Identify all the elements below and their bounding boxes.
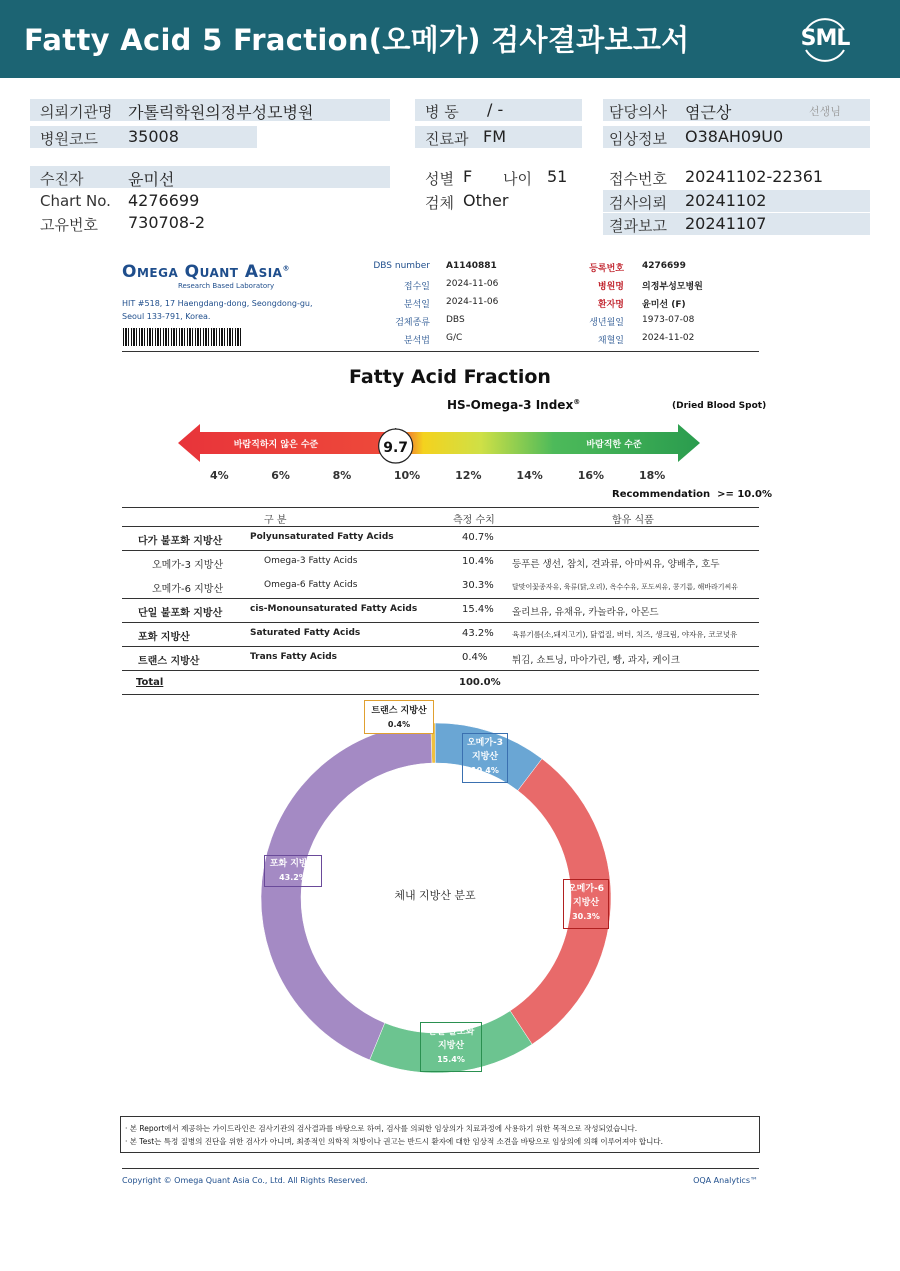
- dbs-label: DBS number: [373, 261, 430, 271]
- mono-label-pct: 15.4%: [437, 1055, 465, 1064]
- omega6-label-l2: 지방산: [572, 898, 600, 908]
- table-row-line: [122, 622, 759, 623]
- oqa-company-name: Omega Quant Asia: [122, 262, 283, 282]
- doctor-label: 담당의사: [609, 103, 667, 121]
- copyright: Copyright © Omega Quant Asia Co., Ltd. All Rights Reserved.: [122, 1176, 368, 1185]
- row-en: Polyunsaturated Fatty Acids: [250, 532, 394, 542]
- table-top-line: [122, 507, 759, 508]
- mono-label: [420, 1025, 482, 1067]
- specimen-value: Other: [463, 191, 509, 210]
- method-value: G/C: [446, 333, 463, 343]
- uid-cell: [30, 212, 390, 234]
- report-label: 결과보고: [609, 217, 667, 235]
- saturated-label-name: 포화 지방산: [269, 859, 317, 869]
- sml-logo: [798, 14, 852, 64]
- hospital-code-label: 병원코드: [40, 130, 98, 148]
- omega6-label: [563, 882, 609, 924]
- row-en: Saturated Fatty Acids: [250, 628, 361, 638]
- clinical-cell: [603, 126, 870, 148]
- chart-cell: [30, 190, 390, 212]
- specimen-label: 검체: [425, 194, 454, 212]
- hs-omega-title-mark: ®: [573, 398, 581, 406]
- method-label: 분석법: [403, 336, 430, 346]
- report-header: [0, 0, 900, 78]
- row-foods: 육류기름(소,돼지고기), 닭껍질, 버터, 치즈, 생크림, 야자유, 코코넛유: [512, 630, 738, 639]
- clinical-label: 임상정보: [609, 130, 667, 148]
- ward-cell: [415, 99, 582, 121]
- oqa-registered-mark: ®: [282, 264, 290, 273]
- omega6-label-pct: 30.3%: [572, 912, 600, 921]
- specimen-type-label: 검체종류: [395, 318, 430, 328]
- collection-label: 채혈일: [597, 336, 624, 346]
- name-value: 윤미선: [128, 170, 175, 189]
- dbs-note: (Dried Blood Spot): [672, 401, 767, 411]
- table-row-line: [122, 670, 759, 671]
- undesirable-label: 바람직하지 않은 수준: [233, 440, 319, 450]
- patient-name-label: 환자명: [597, 300, 624, 310]
- donut-center-label: 체내 지방산 분포: [394, 889, 476, 902]
- request-value: 20241102: [685, 191, 767, 210]
- gauge-tick: 12%: [455, 469, 482, 482]
- dob-value: 1973-07-08: [642, 315, 695, 325]
- gauge-tick: 10%: [393, 469, 421, 482]
- specimen-type-value: DBS: [446, 315, 465, 325]
- clinical-value: O38AH09U0: [685, 127, 784, 146]
- uid-value: 730708-2: [128, 213, 206, 232]
- gauge-tick: 6%: [271, 469, 290, 482]
- section-title: Fatty Acid Fraction: [349, 366, 551, 388]
- mono-label-l1: 단일 불포화: [427, 1027, 475, 1037]
- request-cell: [603, 190, 870, 212]
- recommendation-value: >= 10.0%: [717, 489, 773, 500]
- row-kr: 오메가-3 지방산: [152, 560, 224, 571]
- table-header-line: [122, 526, 759, 527]
- table-bottom-line: [122, 694, 759, 695]
- col-header-foods: 함유 식품: [612, 515, 654, 526]
- row-kr: 트랜스 지방산: [138, 656, 200, 667]
- col-header-measured: 측정 수치: [453, 515, 495, 526]
- reg-no-value: 4276699: [642, 261, 686, 271]
- table-row-line: [122, 598, 759, 599]
- report-cell: [603, 213, 870, 235]
- oqa-address-line1: HIT #518, 17 Haengdang-dong, Seongdong-gu,: [122, 299, 313, 308]
- gauge-tick: 16%: [577, 469, 605, 482]
- disclaimer-line: · 본 Report에서 제공하는 가이드라인은 검사기관의 검사결과를 바탕으로 하여, 검사를 의뢰한 임상의가 치료과정에 사용하기 위한 목적으로 작성되었습니다.: [125, 1124, 638, 1133]
- dept-label: 진료과: [425, 130, 469, 148]
- row-foods: 올리브유, 유채유, 카놀라유, 아몬드: [512, 607, 659, 618]
- dbs-value: A1140881: [446, 261, 497, 271]
- oqa-address-line2: Seoul 133-791, Korea.: [122, 312, 211, 321]
- sex-value: F: [463, 167, 473, 186]
- institution-value: 가톨릭학원의정부성모병원: [128, 103, 314, 122]
- request-label: 검사의뢰: [609, 194, 667, 212]
- collection-value: 2024-11-02: [642, 333, 695, 343]
- chart-value: 4276699: [128, 191, 200, 210]
- receipt-cell: [603, 166, 870, 188]
- row-en: cis-Monounsaturated Fatty Acids: [250, 604, 418, 614]
- row-foods: 달맞이꽃종자유, 육류(닭,오리), 옥수수유, 포도씨유, 콩기름, 해바라기씨유: [512, 583, 739, 591]
- gauge-tick: 18%: [639, 469, 666, 482]
- row-value: 10.4%: [462, 556, 494, 567]
- sex-age-cell: [415, 166, 585, 188]
- report-title: Fatty Acid 5 Fraction(오메가) 검사결과보고서: [24, 23, 690, 57]
- hs-omega-title-text: HS-Omega-3 Index: [447, 398, 574, 412]
- table-row-line: [122, 550, 759, 551]
- gauge-tick: 8%: [332, 469, 352, 482]
- row-value: 100.0%: [459, 677, 501, 688]
- gauge-value: 9.7: [383, 440, 409, 456]
- row-foods: 등푸른 생선, 참치, 견과류, 아마씨유, 양배추, 호두: [512, 559, 720, 570]
- row-value: 40.7%: [462, 532, 494, 543]
- ward-label: 병 동: [425, 103, 459, 121]
- patient-name-value: 윤미선 (F): [642, 300, 686, 310]
- row-en: Omega-3 Fatty Acids: [264, 556, 358, 566]
- institution-cell: [30, 99, 390, 121]
- row-value: 0.4%: [462, 652, 488, 663]
- mono-label-l2: 지방산: [437, 1041, 465, 1051]
- divider: [122, 351, 759, 352]
- row-value: 30.3%: [462, 580, 494, 591]
- doctor-value: 염근상: [685, 103, 732, 122]
- doctor-suffix: 선생님: [809, 105, 841, 118]
- barcode: [123, 328, 243, 346]
- chart-label: Chart No.: [40, 192, 111, 210]
- omega3-index-gauge: [0, 418, 900, 468]
- row-kr: 오메가-6 지방산: [152, 584, 224, 595]
- analysis-date-label: 분석일: [403, 300, 430, 310]
- omega6-label-l1: 오메가-6: [567, 884, 605, 894]
- hospital-code-value: 35008: [128, 127, 179, 146]
- analysis-date-value: 2024-11-06: [446, 297, 499, 307]
- desirable-label: 바람직한 수준: [586, 440, 642, 450]
- gauge-marker: [379, 428, 413, 463]
- disclaimer-box: [120, 1116, 760, 1153]
- uid-label: 고유번호: [40, 216, 98, 234]
- oqa-subtitle: Research Based Laboratory: [178, 282, 275, 290]
- footer-divider: [122, 1168, 759, 1169]
- doctor-cell: [603, 99, 870, 121]
- gauge-tick: 4%: [210, 469, 229, 482]
- omega3-label: [462, 736, 508, 778]
- reg-no-label: 등록번호: [589, 264, 624, 274]
- recommendation: [612, 489, 772, 500]
- hospital-code-cell: [30, 126, 257, 148]
- ward-value: / -: [487, 100, 504, 119]
- recommendation-label: Recommendation: [612, 489, 711, 500]
- report-value: 20241107: [685, 214, 767, 233]
- saturated-label-pct: 43.2%: [279, 873, 307, 882]
- omega3-label-pct: 10.4%: [471, 766, 499, 775]
- gauge-tick: 14%: [516, 469, 543, 482]
- row-foods: 튀김, 쇼트닝, 마아가린, 빵, 과자, 케이크: [512, 655, 680, 666]
- row-kr: 단일 불포화 지방산: [138, 608, 223, 619]
- dept-value: FM: [483, 127, 507, 146]
- receipt-date-value: 2024-11-06: [446, 279, 499, 289]
- oqa-logo: [122, 262, 290, 282]
- omega3-label-l2: 지방산: [471, 752, 499, 762]
- footer-brand: OQA Analytics™: [693, 1176, 758, 1185]
- omega3-label-l1: 오메가-3: [466, 738, 504, 748]
- row-kr: Total: [136, 677, 164, 688]
- receipt-label: 접수번호: [609, 170, 667, 188]
- col-header-category: 구 분: [264, 515, 287, 526]
- disclaimer-line: · 본 Test는 특정 질병의 진단을 위한 검사가 아니며, 최종적인 의학적 처방이나 권고는 반드시 환자에 대한 임상적 소견을 바탕으로 임상의에 의해 이루어져야 합니다.: [125, 1137, 664, 1146]
- sex-label: 성별: [425, 170, 454, 188]
- receipt-date-label: 접수일: [403, 282, 430, 292]
- saturated-label: [264, 857, 322, 885]
- row-kr: 포화 지방산: [138, 632, 190, 643]
- row-value: 15.4%: [462, 604, 494, 615]
- row-en: Trans Fatty Acids: [250, 652, 338, 662]
- trans-label: [364, 704, 434, 732]
- name-cell: [30, 166, 390, 188]
- institution-label: 의뢰기관명: [40, 103, 113, 121]
- age-value: 51: [547, 167, 568, 186]
- hospital-name-label: 병원명: [597, 282, 624, 292]
- row-en: Omega-6 Fatty Acids: [264, 580, 358, 590]
- trans-label-pct: 0.4%: [387, 720, 411, 729]
- hospital-name-value: 의정부성모병원: [642, 282, 703, 292]
- trans-label-name: 트랜스 지방산: [371, 706, 427, 716]
- dob-label: 생년월일: [589, 318, 624, 328]
- row-value: 43.2%: [462, 628, 494, 639]
- hs-omega-title: [447, 398, 580, 412]
- row-kr: 다가 불포화 지방산: [138, 536, 223, 547]
- name-label: 수진자: [40, 170, 84, 188]
- specimen-cell: [415, 190, 585, 212]
- receipt-value: 20241102-22361: [685, 167, 824, 186]
- sml-logo-text: SML: [800, 26, 850, 51]
- table-row-line: [122, 646, 759, 647]
- age-label: 나이: [503, 170, 532, 188]
- dept-cell: [415, 126, 582, 148]
